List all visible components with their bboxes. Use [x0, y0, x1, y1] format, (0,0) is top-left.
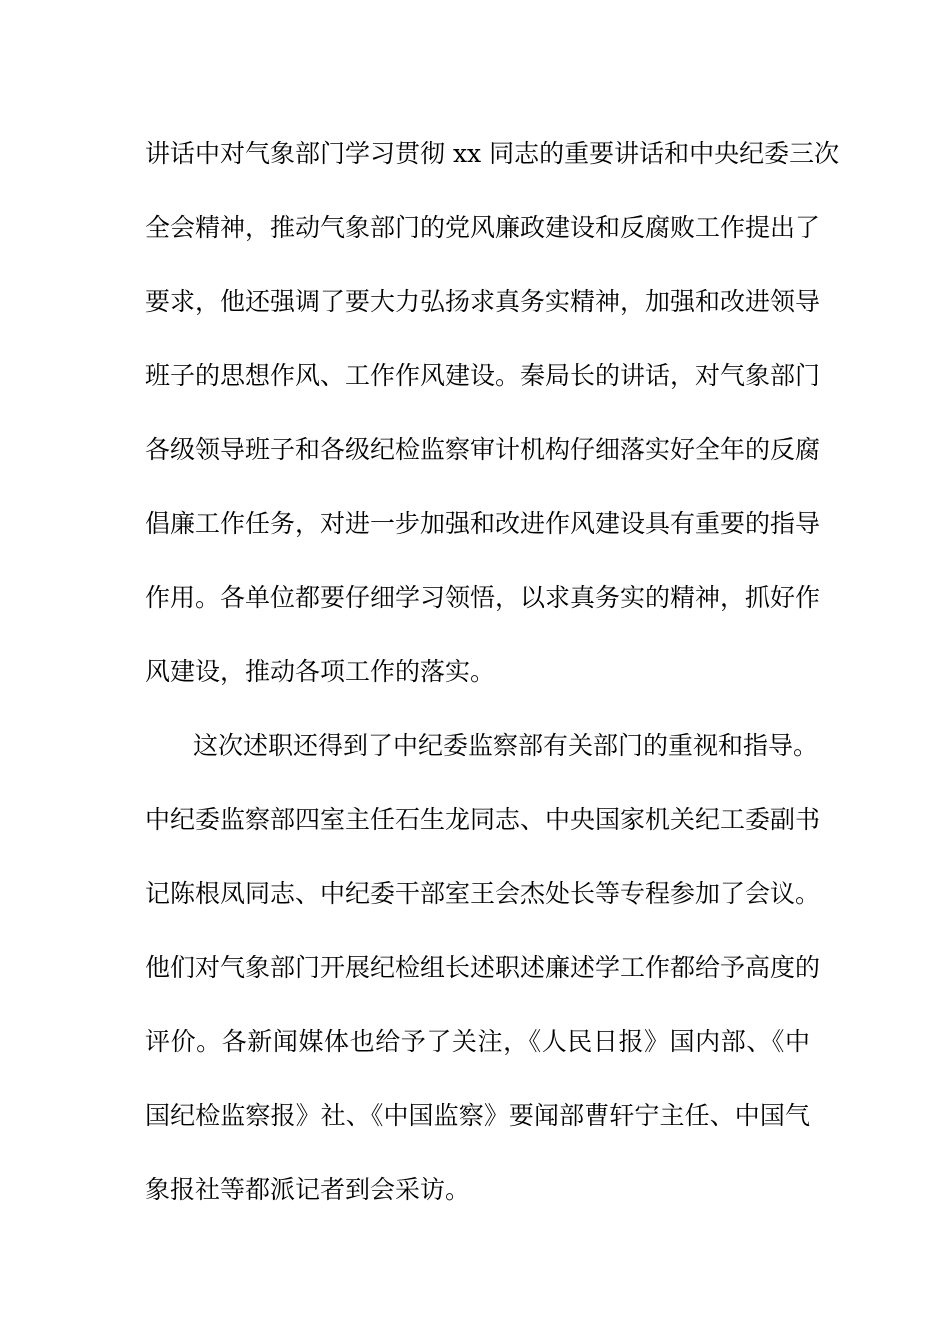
paragraph-2-line-6: 国纪检监察报》社、《中国监察》要闻部曹轩宁主任、中国气 [145, 1101, 810, 1130]
paragraph-1-line-6: 倡廉工作任务，对进一步加强和改进作风建设具有重要的指导 [145, 509, 821, 538]
paragraph-1-line-4: 班子的思想作风、工作作风建设。秦局长的讲话，对气象部门 [145, 361, 821, 390]
paragraph-2-line-4: 他们对气象部门开展纪检组长述职述廉述学工作都给予高度的 [145, 953, 821, 982]
paragraph-1-line-2: 全会精神，推动气象部门的党风廉政建设和反腐败工作提出了 [145, 213, 821, 242]
paragraph-2-line-2: 中纪委监察部四室主任石生龙同志、中央国家机关纪工委副书 [145, 805, 821, 834]
paragraph-2-line-7: 象报社等都派记者到会采访。 [145, 1175, 471, 1204]
paragraph-1-line-7: 作用。各单位都要仔细学习领悟，以求真务实的精神，抓好作 [145, 583, 821, 612]
paragraph-2-line-3: 记陈根凤同志、中纪委干部室王会杰处长等专程参加了会议。 [145, 879, 821, 908]
paragraph-1-line-1: 讲话中对气象部门学习贯彻 xx 同志的重要讲话和中央纪委三次 [145, 139, 840, 168]
paragraph-1-line-3: 要求，他还强调了要大力弘扬求真务实精神，加强和改进领导 [145, 287, 821, 316]
paragraph-2-line-1: 这次述职还得到了中纪委监察部有关部门的重视和指导。 [193, 731, 819, 760]
paragraph-1-line-8: 风建设，推动各项工作的落实。 [145, 657, 496, 686]
paragraph-1-line-5: 各级领导班子和各级纪检监察审计机构仔细落实好全年的反腐 [145, 435, 821, 464]
paragraph-2-line-5: 评价。各新闻媒体也给予了关注，《人民日报》国内部、《中 [145, 1027, 810, 1056]
